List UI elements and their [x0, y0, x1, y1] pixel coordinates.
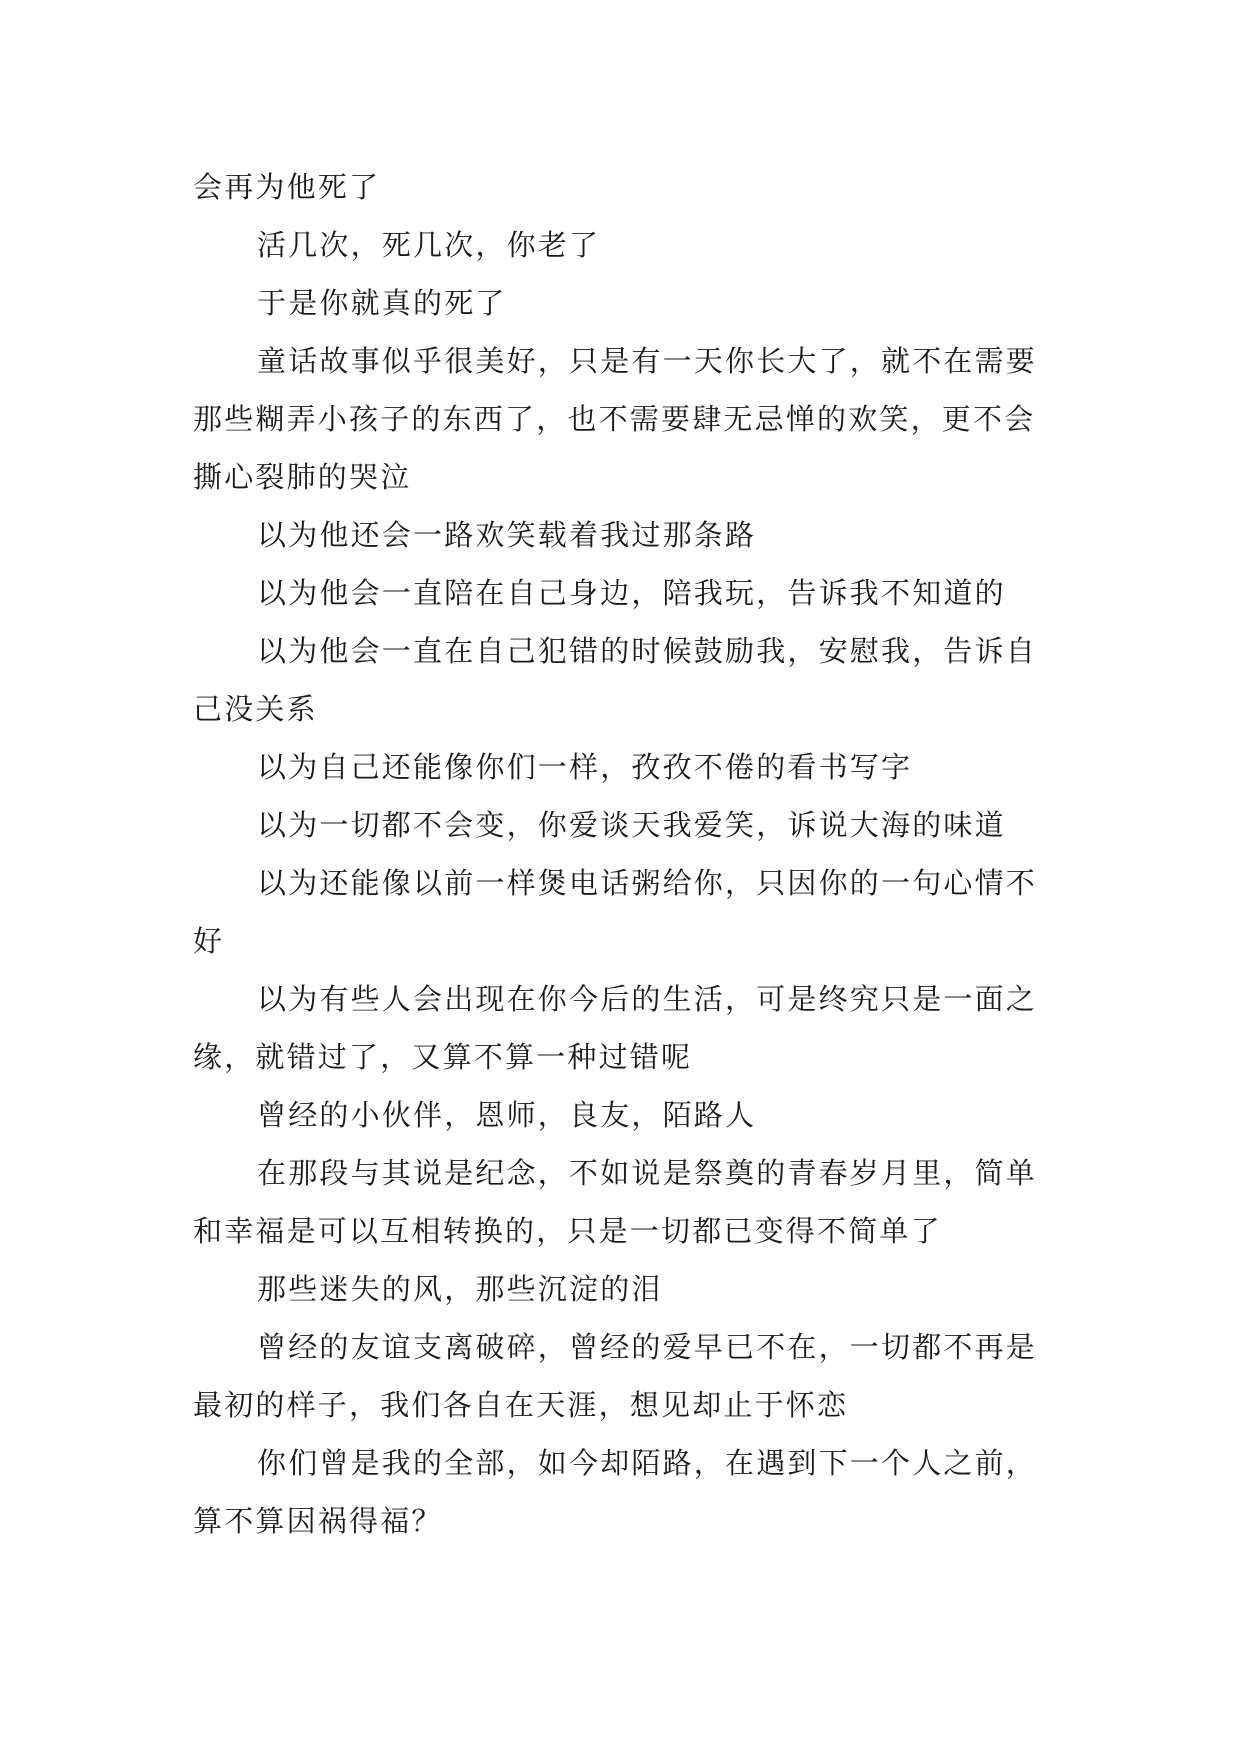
paragraph: 以为一切都不会变，你爱谈天我爱笑，诉说大海的味道	[257, 808, 1006, 842]
paragraph: 曾经的小伙伴，恩师，良友，陌路人	[257, 1098, 757, 1132]
paragraph: 你们曾是我的全部，如今却陌路，在遇到下一个人之前，算不算因祸得福？	[193, 1446, 1038, 1538]
paragraph: 以为他会一直陪在自己身边，陪我玩，告诉我不知道的	[257, 576, 1006, 610]
paragraph: 以为有些人会出现在你今后的生活，可是终究只是一面之缘，就错过了，又算不算一种过错呢	[193, 982, 1038, 1074]
paragraph: 童话故事似乎很美好，只是有一天你长大了，就不在需要那些糊弄小孩子的东西了，也不需要肆无忌惮的欢笑，更不会撕心裂肺的哭泣	[193, 344, 1038, 494]
paragraph: 会再为他死了	[193, 170, 381, 204]
paragraph: 那些迷失的风，那些沉淀的泪	[257, 1272, 663, 1306]
text-body	[193, 158, 1063, 1550]
paragraph: 于是你就真的死了	[257, 286, 507, 320]
paragraph: 活几次，死几次，你老了	[257, 228, 601, 262]
paragraph: 在那段与其说是纪念，不如说是祭奠的青春岁月里，简单和幸福是可以互相转换的，只是一切都已变得不简单了	[193, 1156, 1038, 1248]
paragraph: 曾经的友谊支离破碎，曾经的爱早已不在，一切都不再是最初的样子，我们各自在天涯，想见却止于怀恋	[193, 1330, 1038, 1422]
paragraph: 以为他会一直在自己犯错的时候鼓励我，安慰我，告诉自己没关系	[193, 634, 1038, 726]
paragraph: 以为还能像以前一样煲电话粥给你，只因你的一句心情不好	[193, 866, 1038, 958]
paragraph: 以为他还会一路欢笑载着我过那条路	[257, 518, 757, 552]
paragraph: 以为自己还能像你们一样，孜孜不倦的看书写字	[257, 750, 913, 784]
